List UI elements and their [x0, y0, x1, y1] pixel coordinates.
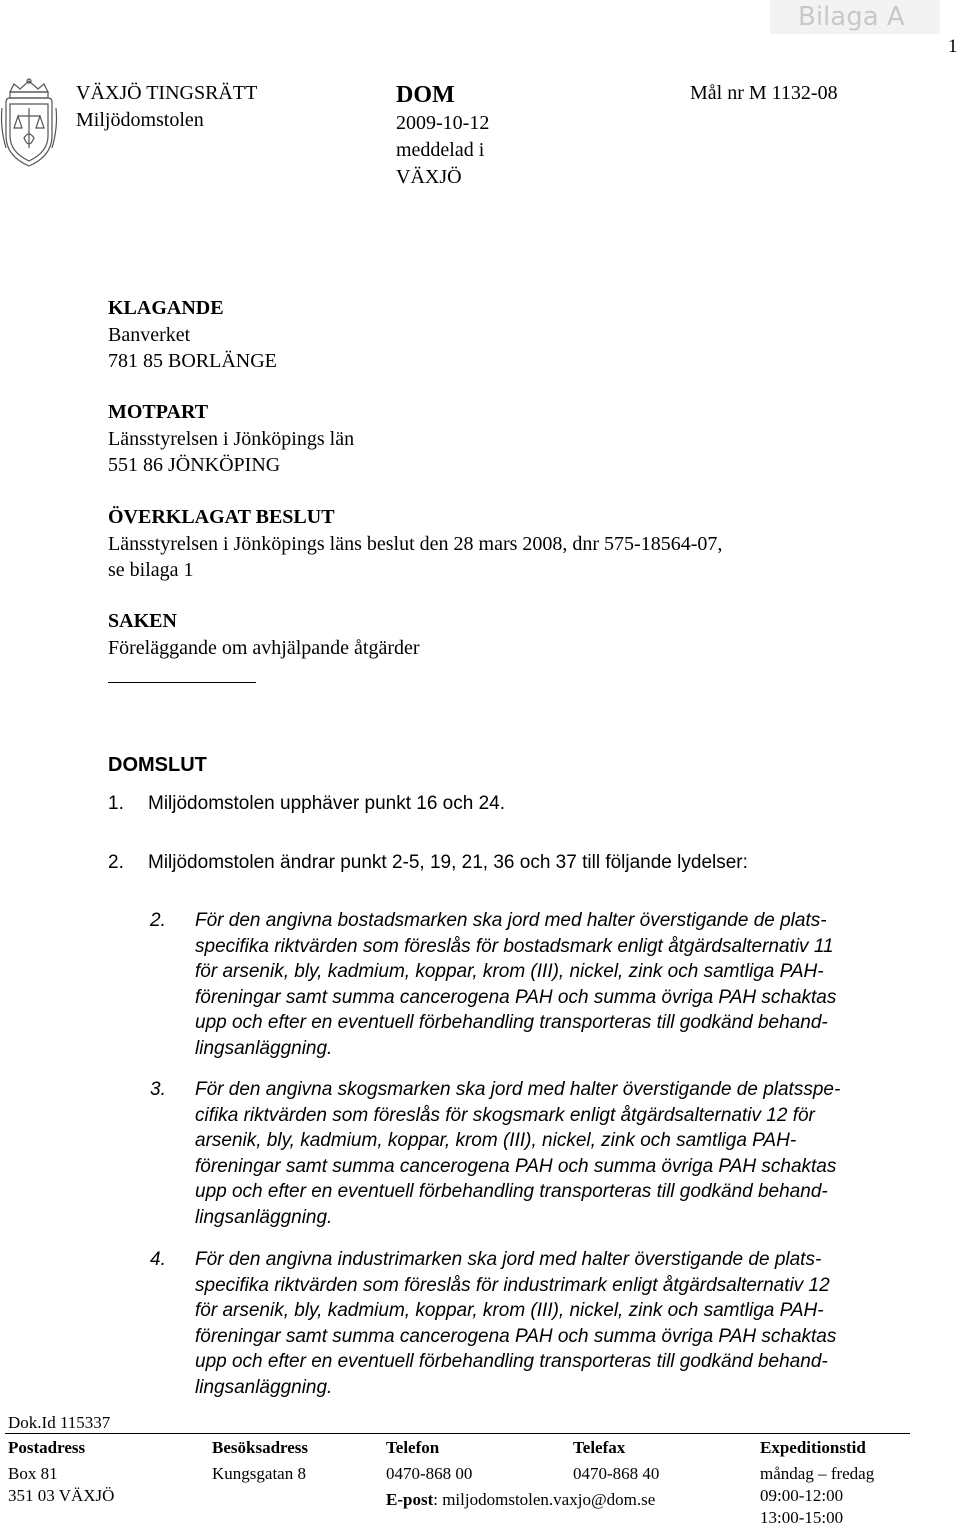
point-line: specifika riktvärden som föreslås för bostadsmark enligt åtgärdsalternativ 11 [195, 935, 834, 957]
document-date: 2009-10-12 [396, 112, 490, 134]
footer-expeditionstid [760, 1437, 874, 1529]
section-divider [108, 682, 256, 683]
point-line: lingsanläggning. [195, 1206, 333, 1228]
point-line: lingsanläggning. [195, 1376, 333, 1398]
footer-besoksadress [212, 1437, 308, 1485]
amended-point-4 [150, 1247, 910, 1400]
point-line: För den angivna skogsmarken ska jord med halter överstigande de platsspe- [195, 1079, 841, 1100]
footer-telefax [573, 1437, 659, 1485]
postadress-line2: 351 03 VÄXJÖ [8, 1486, 115, 1505]
expeditionstid-morning: 09:00-12:00 [760, 1486, 844, 1505]
point-line: För den angivna bostadsmarken ska jord med halter överstigande de plats- [195, 910, 827, 931]
point-line: för arsenik, bly, kadmium, koppar, krom (III), nickel, zink och samtliga PAH- [195, 1300, 824, 1321]
point-line: upp och efter en eventuell förbehandling transporteras till godkänd behand- [195, 1012, 828, 1033]
point-line: upp och efter en eventuell förbehandling transporteras till godkänd behand- [195, 1181, 828, 1202]
besoksadress-line1: Kungsgatan 8 [212, 1464, 306, 1483]
point-number: 4. [150, 1249, 166, 1270]
item-number: 1. [108, 793, 124, 814]
point-line: lingsanläggning. [195, 1037, 333, 1059]
item-text: Miljödomstolen ändrar punkt 2-5, 19, 21, 36 och 37 till följande lydelser: [148, 852, 748, 873]
point-line: upp och efter en eventuell förbehandling transporteras till godkänd behand- [195, 1351, 828, 1372]
klagande-address: 781 85 BORLÄNGE [108, 350, 277, 372]
epost-label: E-post [386, 1490, 434, 1509]
point-line: för arsenik, bly, kadmium, koppar, krom (III), nickel, zink och samtliga PAH- [195, 961, 824, 982]
bilaga-stamp: Bilaga A [770, 0, 940, 34]
court-name: VÄXJÖ TINGSRÄTT [76, 82, 258, 104]
court-crest-icon [0, 78, 58, 170]
klagande-label: KLAGANDE [108, 297, 224, 319]
item-text: Miljödomstolen upphäver punkt 16 och 24. [148, 793, 506, 814]
expeditionstid-label: Expeditionstid [760, 1438, 866, 1457]
saken-text: Föreläggande om avhjälpande åtgärder [108, 636, 420, 659]
telefax-label: Telefax [573, 1438, 626, 1457]
point-number: 3. [150, 1079, 166, 1100]
item-number: 2. [108, 852, 124, 873]
saken-label: SAKEN [108, 610, 177, 632]
document-id: Dok.Id 115337 [8, 1413, 111, 1432]
appealed-decision-line2: se bilaga 1 [108, 559, 194, 581]
telefax-value: 0470-868 40 [573, 1464, 660, 1483]
telefon-label: Telefon [386, 1438, 440, 1457]
court-division: Miljödomstolen [76, 109, 204, 131]
point-line: För den angivna industrimarken ska jord med halter överstigande de plats- [195, 1249, 822, 1270]
point-line: arsenik, bly, kadmium, koppar, krom (III), nickel, zink och samtliga PAH- [195, 1130, 797, 1151]
amended-point-2 [150, 908, 910, 1061]
domslut-heading: DOMSLUT [108, 754, 207, 776]
besoksadress-label: Besöksadress [212, 1438, 309, 1457]
point-line: cifika riktvärden som föreslås för skogsmark enligt åtgärdsalternativ 12 för [195, 1104, 815, 1126]
point-line: specifika riktvärden som föreslås för industrimark enligt åtgärdsalternativ 12 [195, 1274, 830, 1296]
amended-point-3 [150, 1077, 910, 1230]
motpart-name: Länsstyrelsen i Jönköpings län [108, 427, 355, 450]
point-line: föreningar samt summa cancerogena PAH och summa övriga PAH schaktas [195, 1325, 837, 1347]
telefon-value: 0470-868 00 [386, 1464, 473, 1483]
appealed-decision-label: ÖVERKLAGAT BESLUT [108, 506, 335, 528]
expeditionstid-days: måndag – fredag [760, 1464, 875, 1483]
page-number: 1 [948, 36, 958, 57]
point-line: föreningar samt summa cancerogena PAH och summa övriga PAH schaktas [195, 1155, 837, 1177]
point-number: 2. [150, 910, 166, 931]
point-line: föreningar samt summa cancerogena PAH och summa övriga PAH schaktas [195, 986, 837, 1008]
footer-rule [5, 1433, 910, 1434]
motpart-label: MOTPART [108, 401, 209, 423]
announced-city: VÄXJÖ [396, 166, 462, 188]
document-type: DOM [396, 82, 455, 108]
postadress-line1: Box 81 [8, 1464, 58, 1483]
motpart-address: 551 86 JÖNKÖPING [108, 454, 281, 476]
appealed-decision-line1: Länsstyrelsen i Jönköpings läns beslut den 28 mars 2008, dnr 575-18564-07, [108, 532, 723, 555]
expeditionstid-afternoon: 13:00-15:00 [760, 1508, 844, 1527]
announced-label: meddelad i [396, 139, 485, 161]
klagande-name: Banverket [108, 323, 191, 346]
epost-value[interactable]: : miljodomstolen.vaxjo@dom.se [433, 1490, 656, 1509]
footer-postadress [8, 1437, 114, 1507]
case-number: Mål nr M 1132-08 [690, 82, 838, 104]
postadress-label: Postadress [8, 1438, 86, 1457]
